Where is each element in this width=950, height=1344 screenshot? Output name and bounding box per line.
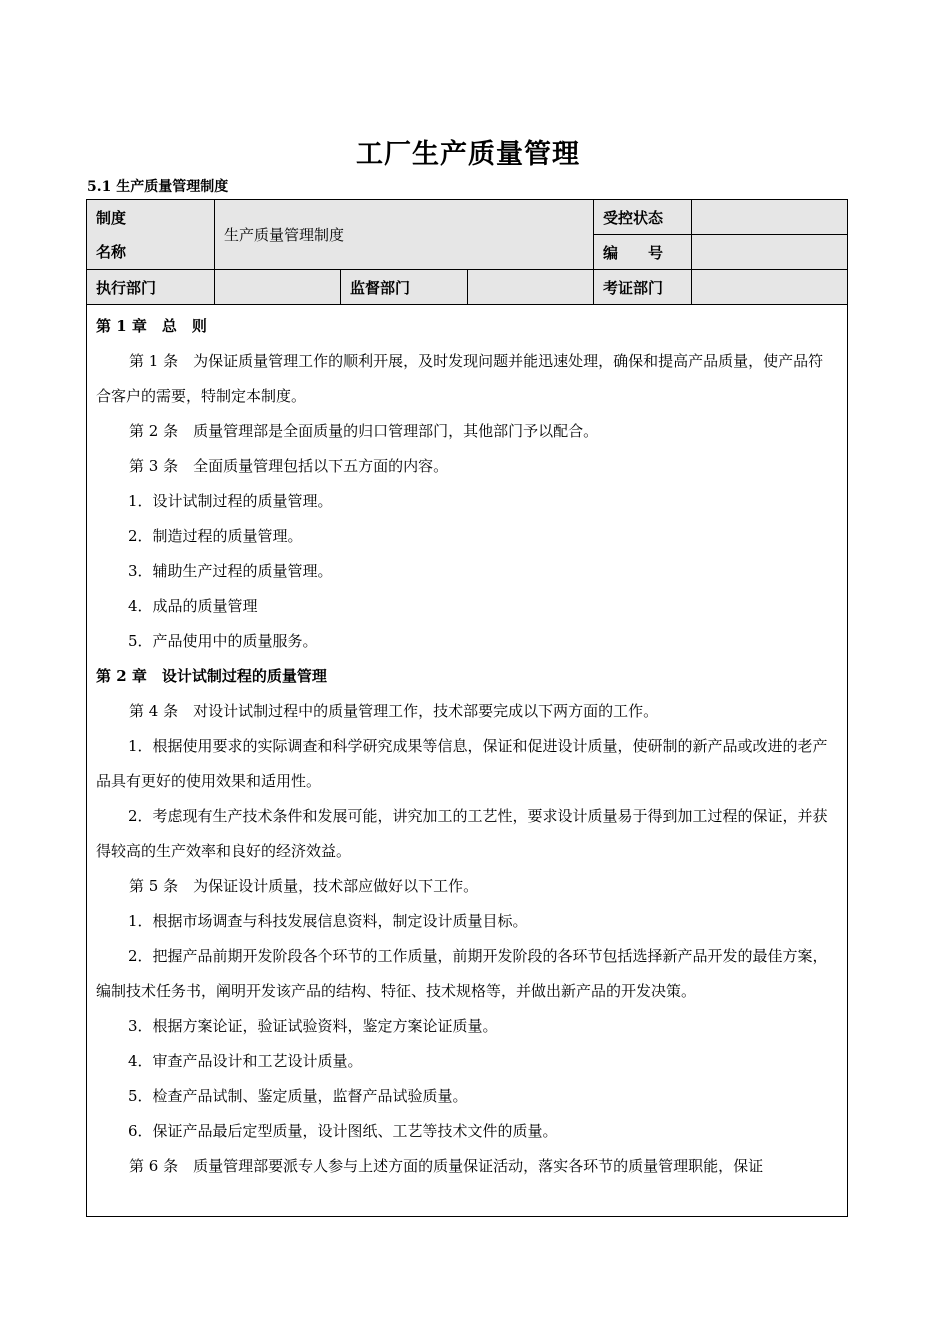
article-1: 第 1 条 为保证质量管理工作的顺利开展，及时发现问题并能迅速处理，确保和提高产品质量，使产品符合客户的需要，特制定本制度。 [96, 352, 824, 405]
article-5-item-6: 6．保证产品最后定型质量，设计图纸、工艺等技术文件的质量。 [128, 1122, 558, 1140]
article-4-item-1: 1．根据使用要求的实际调查和科学研究成果等信息，保证和促进设计质量，使研制的新产品或改进的老产品具有更好的使用效果和适用性。 [96, 737, 828, 790]
article-5: 第 5 条 为保证设计质量，技术部应做好以下工作。 [129, 877, 479, 895]
verify-dept-label: 考证部门 [594, 270, 692, 305]
article-3-item-5: 5．产品使用中的质量服务。 [128, 632, 318, 650]
number-value [692, 235, 848, 270]
policy-name-label [87, 200, 215, 270]
article-3-item-2: 2．制造过程的质量管理。 [128, 527, 303, 545]
policy-body [87, 305, 847, 1184]
policy-name-label-line1: 制度 [96, 208, 127, 227]
section-heading: 5.1 生产质量管理制度 [87, 179, 229, 195]
article-3-item-1: 1．设计试制过程的质量管理。 [128, 492, 333, 510]
exec-dept-value [215, 270, 341, 305]
policy-sheet [86, 199, 848, 1217]
policy-name-label-line2: 名称 [96, 242, 127, 261]
article-2: 第 2 条 质量管理部是全面质量的归口管理部门，其他部门予以配合。 [129, 422, 599, 440]
control-status-label: 受控状态 [594, 200, 692, 235]
supervise-dept-label: 监督部门 [341, 270, 468, 305]
article-5-item-2: 2．把握产品前期开发阶段各个环节的工作质量，前期开发阶段的各环节包括选择新产品开发的最佳方案，编制技术任务书，阐明开发该产品的结构、特征、技术规格等，并做出新产品的开发决策。 [96, 947, 828, 1000]
chapter-2-heading: 第 2 章 设计试制过程的质量管理 [96, 667, 327, 685]
article-6: 第 6 条 质量管理部要派专人参与上述方面的质量保证活动，落实各环节的质量管理职能，保证 [129, 1157, 764, 1175]
article-5-item-3: 3．根据方案论证，验证试验资料，鉴定方案论证质量。 [128, 1017, 498, 1035]
article-5-item-4: 4．审查产品设计和工艺设计质量。 [128, 1052, 363, 1070]
article-3: 第 3 条 全面质量管理包括以下五方面的内容。 [129, 457, 449, 475]
control-status-value [692, 200, 848, 235]
supervise-dept-value [468, 270, 594, 305]
article-5-item-1: 1．根据市场调查与科技发展信息资料，制定设计质量目标。 [128, 912, 528, 930]
header-table [86, 199, 848, 305]
article-3-item-3: 3．辅助生产过程的质量管理。 [128, 562, 333, 580]
number-label: 编 号 [594, 235, 692, 270]
chapter-1-heading: 第 1 章 总 则 [96, 317, 207, 335]
article-5-item-5: 5．检查产品试制、鉴定质量，监督产品试验质量。 [128, 1087, 468, 1105]
article-3-item-4: 4．成品的质量管理 [128, 597, 258, 615]
article-4-item-2: 2．考虑现有生产技术条件和发展可能，讲究加工的工艺性，要求设计质量易于得到加工过程的保证，并获得较高的生产效率和良好的经济效益。 [96, 807, 828, 860]
article-4: 第 4 条 对设计试制过程中的质量管理工作，技术部要完成以下两方面的工作。 [129, 702, 659, 720]
page-title: 工厂生产质量管理 [356, 139, 580, 170]
verify-dept-value [692, 270, 848, 305]
policy-name-value: 生产质量管理制度 [215, 200, 594, 270]
exec-dept-label: 执行部门 [87, 270, 215, 305]
